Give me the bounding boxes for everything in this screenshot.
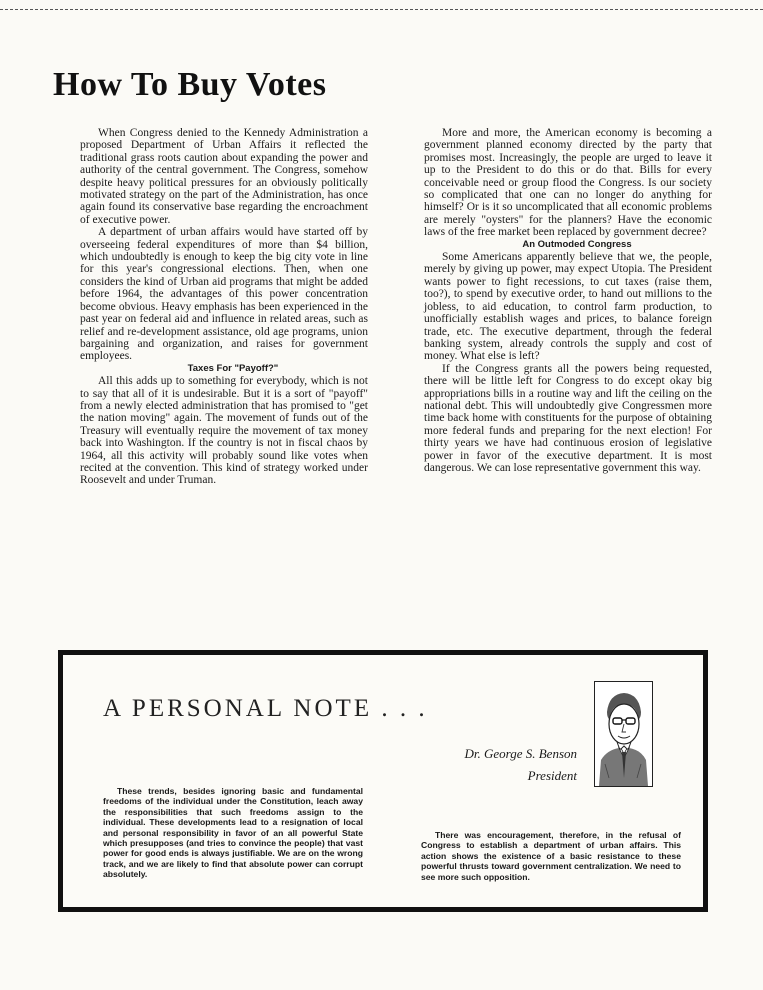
article-paragraph: More and more, the American economy is becoming a government planned economy directed by the party that promises most. Increasingly, the people are urged to leave it up to the President to do this or do that. Bills for every conceivable need or group flood the Congress. Is our society so complicated that one can no longer do anything for himself? Or is it so uncomplicated that all economic problems are merely "oysters" for the planners? Have the economic laws of the free market been replaced by government decree?: [424, 127, 712, 239]
article-paragraph: A department of urban affairs would have started off by overseeing federal expenditures of more than $4 billion, which undoubtedly is enough to keep the big city vote in line for this year's congressional elections. Then, when one considers the kind of Urban aid programs that might be added before 1964, the advantages of this power concentration become obvious. Heavy emphasis has been experienced in the past year on federal aid and influence in related areas, such as relief and re-development assistance, old age programs, union bargaining and organization, and raises for government employees.: [80, 226, 368, 363]
author-signature: [423, 743, 577, 787]
author-name: Dr. George S. Benson: [464, 746, 577, 761]
article-paragraph: When Congress denied to the Kennedy Administration a proposed Department of Urban Affairs it reflected the traditional grass roots caution about expanding the power and authority of the central government. The Congress, somehow despite heavy political pressures for an obviously politically motivated strategy on the part of the Administration, has once again found its conservative base regarding the encroachment of executive power.: [80, 127, 368, 226]
section-subhead: Taxes For "Payoff?": [187, 362, 279, 374]
portrait-sketch: [595, 682, 652, 786]
article-paragraph: Some Americans apparently believe that we, the people, merely by giving up power, may expect Utopia. The President wants power to fight recessions, to cut taxes (raise them, too?), to spend by executive order, to hand out millions to the jobless, to aid education, to control farm production, to unofficially establish wages and prices, to balance foreign trade, etc. The executive department, through the federal banking system, already controls the supply and cost of money. What else is left?: [424, 251, 712, 363]
article-paragraph: All this adds up to something for everybody, which is not to say that all of it is undesirable. But it is a sort of "payoff" from a newly elected administration that has promised to "get the nation moving" again. The movement of funds out of the Treasury will eventually require the movement of tax money back into Washington. If the country is not in fiscal chaos by 1964, all this activity will probably sound like votes when recited at the convention. This kind of strategy worked under Roosevelt and under Truman.: [80, 375, 368, 487]
personal-note-box: [58, 650, 708, 912]
article-paragraph: If the Congress grants all the powers being requested, there will be little left for Congress to do except okay big appropriations bills in a routine way and lift the ceiling on the national debt. This will undoubtedly give Congressmen more time back home with constituents for the purpose of obtaining more federal funds and preparing for the next election! For thirty years we have had continuous erosion of legislative power in favor of the executive department. It is most dangerous. We can lose representative government this way.: [424, 362, 712, 474]
author-title: President: [527, 768, 577, 783]
section-subhead: An Outmoded Congress: [522, 238, 632, 250]
personal-note-title: A PERSONAL NOTE . . .: [103, 695, 428, 722]
article-right-column: [424, 127, 712, 474]
author-portrait: [594, 681, 653, 787]
personal-note-right-text: There was encouragement, therefore, in the refusal of Congress to establish a department of urban affairs. This action shows the existence of a basic resistance to these powerful thrusts toward government centralization. We need to see more such opposition.: [421, 830, 681, 882]
article-left-column: [80, 127, 368, 487]
personal-note-left-text: These trends, besides ignoring basic and fundamental freedoms of the individual under the Constitution, leach away the responsibilities that such freedoms assign to the individual. These developments lead to a resignation of local and personal responsibility in favor of an all powerful State which presupposes (and tries to convince the people) that vast power for good ends is always justifiable. We are on the wrong track, and we are likely to find that absolute power can corrupt absolutely.: [103, 786, 363, 880]
article-title: How To Buy Votes: [53, 66, 327, 103]
top-border-rule: [0, 9, 763, 10]
